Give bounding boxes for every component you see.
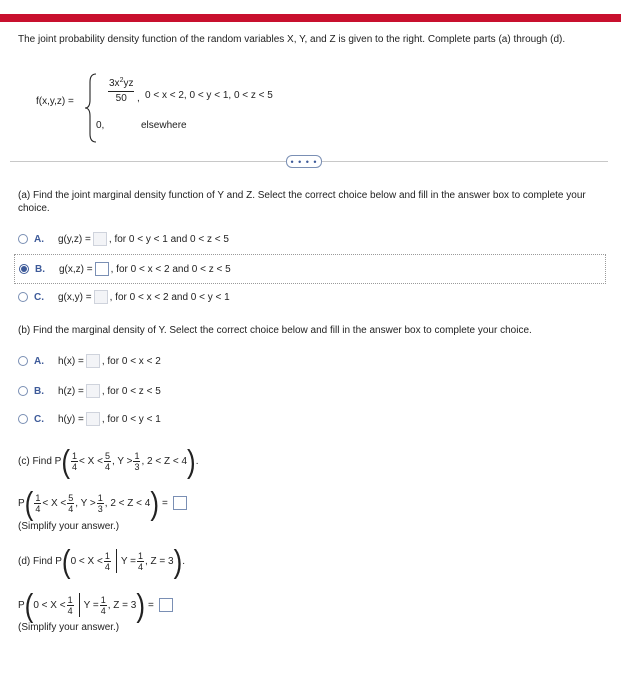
given-bar [116, 549, 117, 573]
part-b-choice-c[interactable]: C. h(y) = , for 0 < y < 1 [18, 410, 161, 428]
part-a-question: (a) Find the joint marginal density function of Y and Z. Select the correct choice below and fill in the answer box to complete your choice. [18, 190, 586, 214]
part-d-hint: (Simplify your answer.) [18, 622, 120, 633]
left-brace-icon [84, 72, 98, 144]
part-c-answer-line: P ( 1 4 < X < 5 4 , Y > 1 3 , 2 < Z < 4 ) = [18, 490, 189, 516]
part-c-answer-input[interactable] [173, 496, 187, 510]
pdf-lhs: f(x,y,z) = [36, 96, 74, 107]
part-d-answer-input[interactable] [159, 598, 173, 612]
part-a-choice-c[interactable]: C. g(x,y) = , for 0 < x < 2 and 0 < y < 1 [18, 288, 230, 306]
radio-icon[interactable] [18, 292, 28, 302]
radio-icon[interactable] [18, 414, 28, 424]
case1-fraction [108, 78, 134, 104]
fraction-five-quarters: 5 4 [104, 450, 110, 472]
answer-box[interactable] [86, 412, 100, 426]
case2-value: 0, [96, 120, 105, 131]
part-d-question: (d) Find P ( 0 < X < 1 4 Y = $\frac{1}{4}$ , Z = 3 ) . [18, 542, 186, 580]
part-c-question: (c) Find P ( 1 4 < X < 5 4 , Y > 1 3 , 2 < Z < 4 ) . [18, 442, 199, 480]
case1-numerator: $3x^2yz$ [108, 78, 134, 92]
answer-box[interactable] [86, 354, 100, 368]
problem-intro: The joint probability density function of the random variables X, Y, and Z is given to the right. Complete parts (a) through (d). [18, 34, 566, 45]
part-b-question: (b) Find the marginal density of Y. Select the correct choice below and fill in the answer box to complete your choice. [18, 325, 532, 336]
part-d-answer-line: P ( 0 < X < 1 4 Y = $\frac{1}{4}$ , Z = 3 ) = [18, 592, 175, 618]
answer-box[interactable] [94, 290, 108, 304]
part-b-choice-b[interactable]: B. h(z) = , for 0 < z < 5 [18, 382, 161, 400]
part-a-choice-b[interactable]: B. g(x,z) = , for 0 < x < 2 and 0 < z < 5 [14, 254, 606, 284]
part-c-hint: (Simplify your answer.) [18, 521, 120, 532]
radio-selected-icon[interactable] [19, 264, 29, 274]
more-options-button[interactable]: • • • • [286, 155, 322, 168]
case1-comma: , [137, 93, 140, 104]
radio-icon[interactable] [18, 356, 28, 366]
top-accent-bar [0, 14, 621, 22]
case1-denominator: 50 [115, 93, 127, 104]
answer-box[interactable] [93, 232, 107, 246]
case1-condition: 0 < x < 2, 0 < y < 1, 0 < z < 5 [145, 90, 273, 101]
radio-icon[interactable] [18, 234, 28, 244]
fraction-one-third: 1 3 [134, 450, 140, 472]
part-b-choice-a[interactable]: A. h(x) = , for 0 < x < 2 [18, 352, 161, 370]
fraction-one-quarter: 1 4 [72, 450, 78, 472]
part-a-choice-a[interactable]: A. g(y,z) = , for 0 < y < 1 and 0 < z < 5 [18, 230, 229, 248]
answer-box[interactable] [86, 384, 100, 398]
pdf-definition [36, 70, 436, 146]
radio-icon[interactable] [18, 386, 28, 396]
answer-input-box[interactable] [95, 262, 109, 276]
case2-condition: elsewhere [141, 120, 187, 131]
